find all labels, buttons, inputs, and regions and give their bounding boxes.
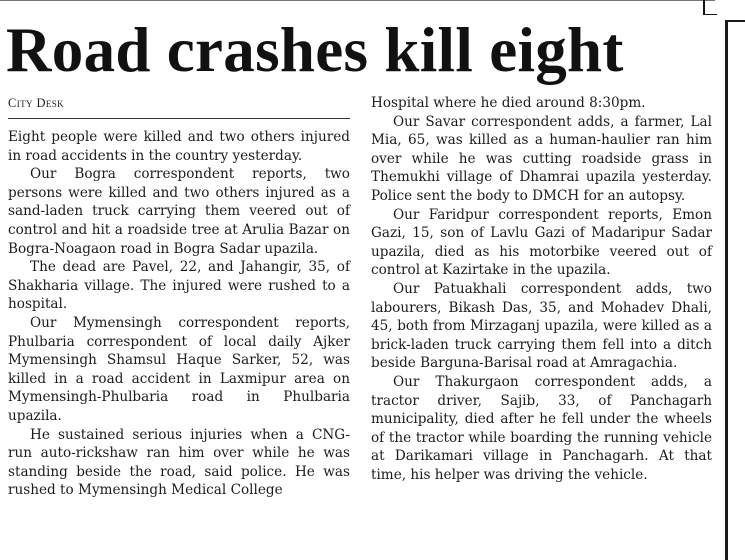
article-column-2 (371, 94, 712, 484)
paragraph: Our Bogra correspondent reports, two persons were killed and two others injured as a sand-laden truck carrying them veered out of control and hit a roadside tree at Arulia Bazar on Bogra-Noagaon road in Bogra Sadar upazila. (8, 166, 350, 257)
corner-rule (703, 0, 717, 15)
paragraph: Our Savar correspondent adds, a farmer, Lal Mia, 65, was killed as a human-haulier ran him over while he was cutting roadside grass in Themukhi village of Dhamrai upazila yesterday. Police sent the body to DMCH for an autopsy. (371, 113, 712, 204)
paragraph: The dead are Pavel, 22, and Jahangir, 35, of Shakharia village. The injured were rushed to a hospital. (8, 259, 350, 313)
column-divider-rule (725, 20, 728, 560)
headline: Road crashes kill eight (6, 15, 624, 85)
paragraph: Hospital where he died around 8:30pm. (371, 95, 646, 111)
paragraph: Our Mymensingh correspondent reports, Phulbaria correspondent of local daily Ajker Mymensingh Shamsul Haque Sarker, 52, was killed in a road accident in Laxmipur area on Mymensingh-Phulbaria road in Phulbaria upazila. (8, 314, 350, 424)
paragraph: He sustained serious injuries when a CNG-run auto-rickshaw ran him over while he was standing beside the road, said police. He was rushed to Mymensingh Medical College (8, 426, 350, 499)
byline: City Desk (8, 96, 65, 110)
byline-divider (8, 118, 350, 119)
column-divider-cap (728, 20, 745, 22)
paragraph: Our Faridpur correspondent reports, Emon Gazi, 15, son of Lavlu Gazi of Madaripur Sadar upazila, died as his motorbike veered out of control at Kazirtake in the upazila. (371, 206, 712, 279)
paragraph: Our Thakurgaon correspondent adds, a tractor driver, Sajib, 33, of Panchagarh municipality, died after he fell under the wheels of the tractor while boarding the running vehicle at Darikamari village in Panchagarh. At that time, his helper was driving the vehicle. (371, 373, 712, 483)
paragraph: Eight people were killed and two others injured in road accidents in the country yesterday. (8, 129, 350, 164)
article-column-1 (8, 128, 350, 500)
top-border-rule (0, 0, 715, 9)
paragraph: Our Patuakhali correspondent adds, two labourers, Bikash Das, 35, and Mohadev Dhali, 45, both from Mirzaganj upazila, were killed as a brick-laden truck carrying them fell into a ditch beside Barguna-Barisal road at Amragachia. (371, 280, 712, 372)
